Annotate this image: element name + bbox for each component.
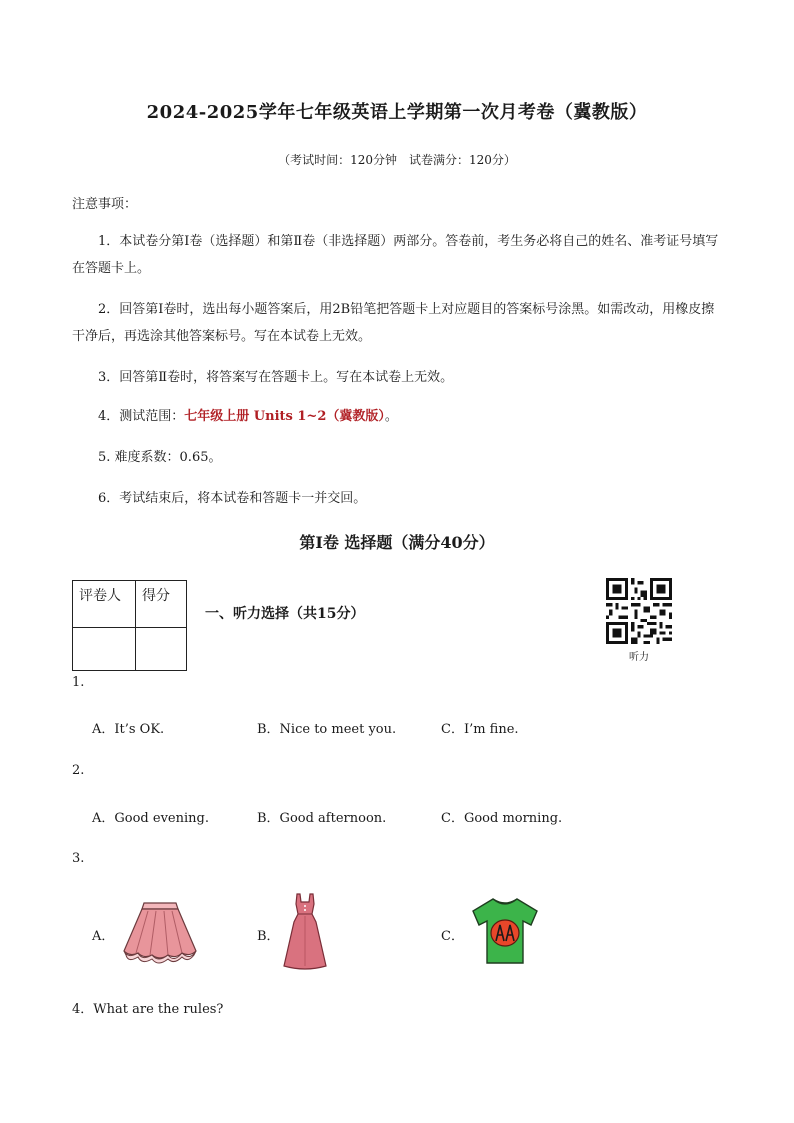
notice-heading: 注意事项： <box>72 197 138 212</box>
score-table-header-score: 得分 <box>136 581 187 628</box>
notice-item-1: 1．本试卷分第Ⅰ卷（选择题）和第Ⅱ卷（非选择题）两部分。答卷前，考生务必将自己的姓名、准考证号填写在答题卡上。 <box>72 234 719 276</box>
question-2-option-a[interactable]: A．Good evening. <box>92 811 209 826</box>
score-table-score-cell <box>136 628 187 671</box>
skirt-icon <box>118 895 202 965</box>
section-title: 第Ⅰ卷 选择题（满分40分） <box>299 533 495 552</box>
score-table-header-grader: 评卷人 <box>73 581 136 628</box>
notice-item-5: 5. 难度系数：0.65。 <box>98 450 222 465</box>
question-2-option-c[interactable]: C．Good morning. <box>441 811 563 826</box>
question-1-number: 1. <box>72 675 85 690</box>
question-1-option-a[interactable]: A．It’s OK. <box>92 722 165 737</box>
question-3-option-c[interactable]: C． <box>441 929 464 944</box>
exam-subtitle: （考试时间：120分钟 试卷满分：120分） <box>278 153 516 167</box>
notice-item-6: 6．考试结束后，将本试卷和答题卡一并交回。 <box>98 491 367 506</box>
question-1-option-b[interactable]: B．Nice to meet you. <box>257 722 397 737</box>
part-title: 一、听力选择（共15分） <box>205 606 365 622</box>
question-1-option-c[interactable]: C．I’m fine. <box>441 722 519 737</box>
question-3-number: 3. <box>72 851 85 866</box>
score-table <box>72 580 187 671</box>
question-4-text: 4．What are the rules? <box>72 1002 224 1017</box>
notice-item-3: 3．回答第Ⅱ卷时，将答案写在答题卡上。写在本试卷上无效。 <box>98 370 454 385</box>
dress-icon <box>282 892 328 970</box>
score-table-grader-cell <box>73 628 136 671</box>
question-3-option-b[interactable]: B． <box>257 929 280 944</box>
question-2-option-b[interactable]: B．Good afternoon. <box>257 811 387 826</box>
qr-label: 听力 <box>629 652 649 663</box>
notice-item-4: 4．测试范围：七年级上册 Units 1~2（冀教版）。 <box>98 409 398 424</box>
test-range: 七年级上册 Units 1~2（冀教版） <box>184 409 385 424</box>
question-2-number: 2. <box>72 763 85 778</box>
qr-code-icon[interactable] <box>606 578 672 644</box>
exam-title: 2024-2025学年七年级英语上学期第一次月考卷（冀教版） <box>146 102 648 123</box>
notice-item-2: 2．回答第Ⅰ卷时，选出每小题答案后，用2B铅笔把答题卡上对应题目的答案标号涂黑。如需改动，用橡皮擦干净后，再选涂其他答案标号。写在本试卷上无效。 <box>72 302 715 344</box>
tshirt-icon <box>469 895 541 967</box>
question-3-option-a[interactable]: A． <box>92 929 115 944</box>
